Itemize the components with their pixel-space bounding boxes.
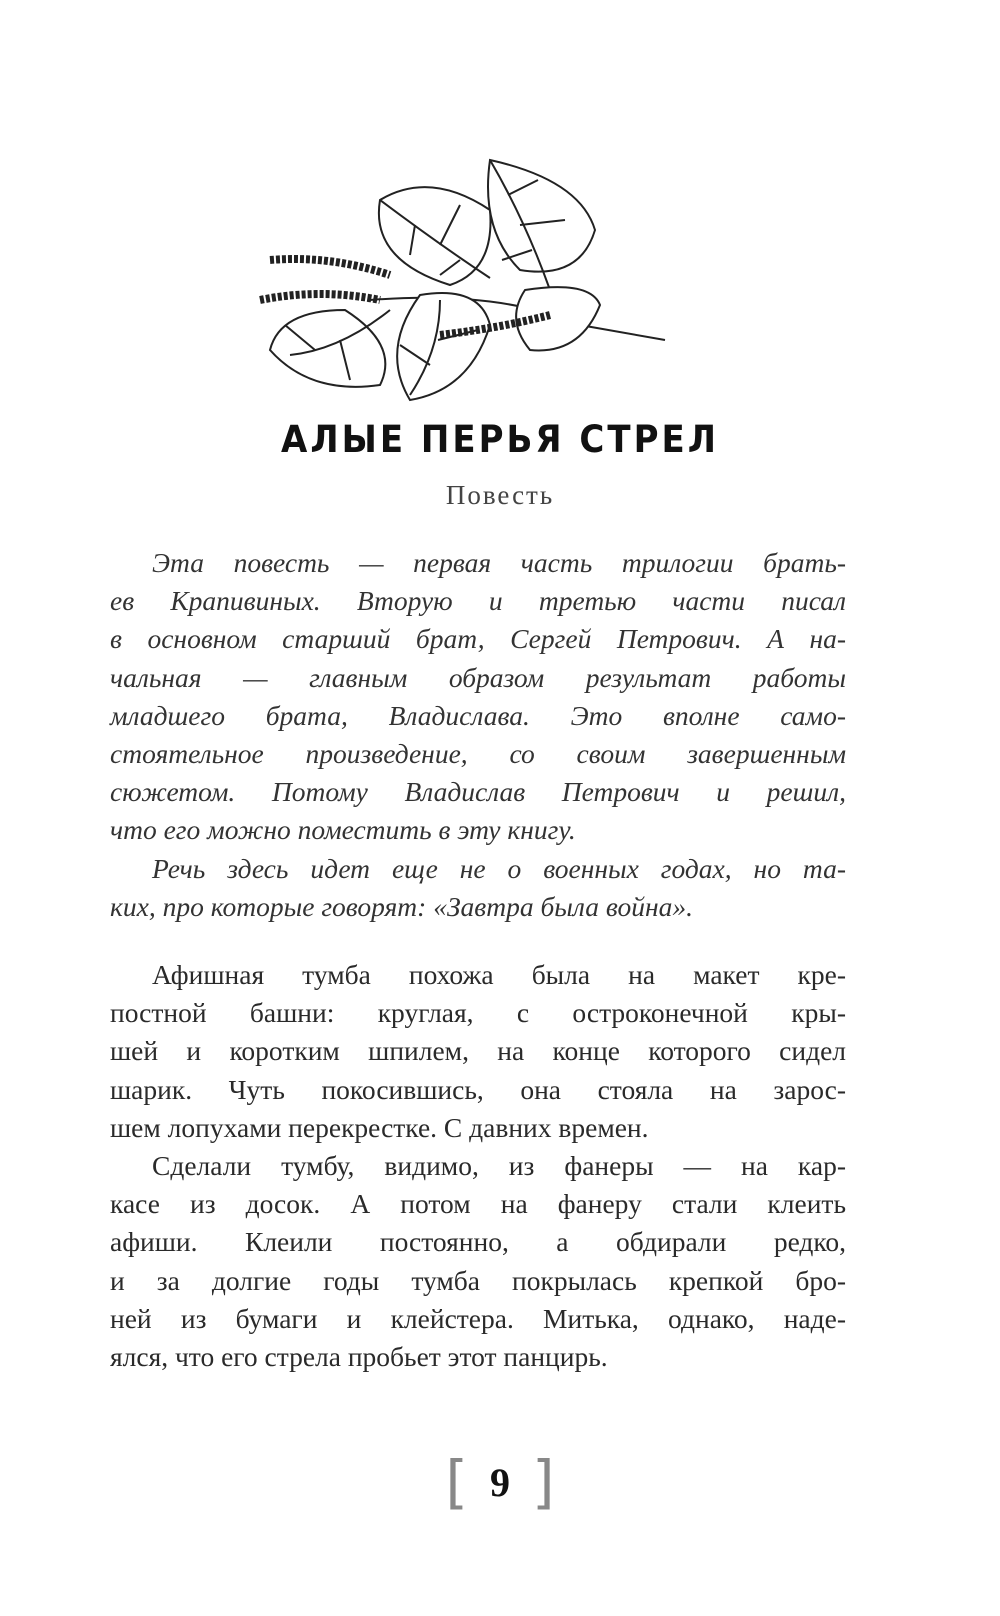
text-line: стоятельное произведение, со своим завершенным <box>110 737 846 769</box>
text-line: в основном старший брат, Сергей Петрович. А на- <box>110 623 846 655</box>
text-line: что его можно поместить в эту книгу. <box>110 814 576 846</box>
text-line: Речь здесь идет еще не о военных годах, но та- <box>152 852 846 884</box>
text-line: шем лопухами перекрестке. С давних времен. <box>110 1111 649 1143</box>
leaves-illustration <box>250 150 680 410</box>
text-line: чальная — главным образом результат работы <box>110 661 846 693</box>
leaf <box>270 310 390 387</box>
page-number-value: 9 <box>490 1459 510 1505</box>
right-bracket-icon: ] <box>532 1448 555 1516</box>
chapter-title: АЛЫЕ ПЕРЬЯ СТРЕЛ <box>281 418 719 462</box>
body-text <box>110 956 846 1376</box>
text-line: Афишная тумба похожа была на макет кре- <box>152 959 846 990</box>
text-line: сюжетом. Потому Владислав Петрович и решил, <box>110 776 846 808</box>
chapter-subtitle: Повесть <box>445 480 555 510</box>
text-line: шей и коротким шпилем, на конце которого сидел <box>110 1035 846 1067</box>
text-line: шарик. Чуть покосившись, она стояла на зарос- <box>110 1073 846 1105</box>
text-line: афиши. Клеили постоянно, а обдирали редко, <box>110 1226 846 1258</box>
text-line: ких, про которые говорят: «Завтра была война». <box>110 890 693 922</box>
text-line: касе из досок. А потом на фанеру стали клеить <box>110 1188 846 1220</box>
text-line: постной башни: круглая, с остроконечной кры- <box>110 997 846 1029</box>
text-line: ев Крапивиных. Вторую и третью части писал <box>110 585 846 617</box>
text-line: младшего брата, Владислава. Это вполне само- <box>110 699 846 731</box>
text-line: и за долгие годы тумба покрылась крепкой бро- <box>110 1264 846 1296</box>
text-line: ялся, что его стрела пробьет этот панцирь. <box>110 1340 608 1372</box>
text-line: Эта повесть — первая часть трилогии брать- <box>152 547 846 578</box>
intro-text <box>110 544 846 926</box>
text-line: Сделали тумбу, видимо, из фанеры — на кар- <box>152 1149 846 1181</box>
left-bracket-icon: [ <box>445 1448 468 1516</box>
leaf <box>488 160 595 290</box>
text-line: ней из бумаги и клейстера. Митька, однако, наде- <box>110 1302 846 1334</box>
leaf <box>379 187 491 285</box>
leaf <box>397 293 490 400</box>
page-number <box>0 1448 1000 1516</box>
